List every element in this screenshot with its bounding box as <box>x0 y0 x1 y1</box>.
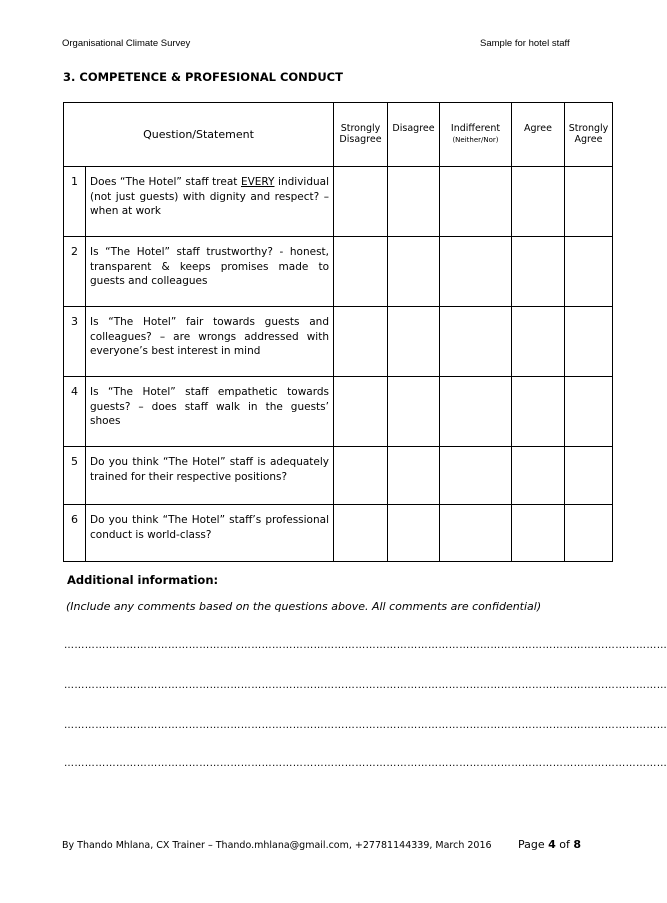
answer-cell-agree[interactable] <box>512 167 565 237</box>
answer-cell-strongly-agree[interactable] <box>565 447 613 505</box>
answer-cell-indifferent[interactable] <box>440 377 512 447</box>
survey-table <box>63 102 613 562</box>
table-header-row <box>64 103 613 167</box>
comment-line[interactable]: ………………………………………………………………………………………………………………………………………………………… <box>64 680 667 691</box>
option-header-indifferent: Indifferent (Neither/Nor) <box>440 103 512 167</box>
answer-cell-strongly-disagree[interactable] <box>334 307 388 377</box>
question-text: Is “The Hotel” staff empathetic towards guests? – does staff walk in the guests’ shoes <box>86 377 334 447</box>
answer-cell-indifferent[interactable] <box>440 307 512 377</box>
answer-cell-disagree[interactable] <box>388 237 440 307</box>
table-row <box>64 377 613 447</box>
comment-line[interactable]: ………………………………………………………………………………………………………………………………………………………… <box>64 640 667 651</box>
option-header-disagree: Disagree <box>388 103 440 167</box>
answer-cell-indifferent[interactable] <box>440 167 512 237</box>
row-number: 2 <box>64 237 86 307</box>
comment-line[interactable]: ………………………………………………………………………………………………………………………………………………………… <box>64 720 667 731</box>
answer-cell-agree[interactable] <box>512 505 565 562</box>
page-number: Page 4 of 8 <box>518 838 582 851</box>
additional-info-note: (Include any comments based on the questions above. All comments are confidential) <box>66 600 542 613</box>
answer-cell-strongly-agree[interactable] <box>565 237 613 307</box>
answer-cell-agree[interactable] <box>512 377 565 447</box>
table-row <box>64 307 613 377</box>
answer-cell-disagree[interactable] <box>388 377 440 447</box>
table-row <box>64 167 613 237</box>
question-text: Does “The Hotel” staff treat EVERY individual (not just guests) with dignity and respect? – when at work <box>86 167 334 237</box>
header-right: Sample for hotel staff <box>480 38 570 49</box>
answer-cell-strongly-agree[interactable] <box>565 377 613 447</box>
answer-cell-indifferent[interactable] <box>440 505 512 562</box>
section-title: 3. COMPETENCE & PROFESIONAL CONDUCT <box>63 70 343 84</box>
answer-cell-strongly-disagree[interactable] <box>334 377 388 447</box>
option-header-strongly-disagree: Strongly Disagree <box>334 103 388 167</box>
question-text: Is “The Hotel” staff trustworthy? - honest, transparent & keeps promises made to guests and colleagues <box>86 237 334 307</box>
additional-info-title: Additional information: <box>67 573 219 587</box>
header-left: Organisational Climate Survey <box>62 38 191 49</box>
question-text: Do you think “The Hotel” staff is adequately trained for their respective positions? <box>86 447 334 505</box>
answer-cell-disagree[interactable] <box>388 447 440 505</box>
row-number: 3 <box>64 307 86 377</box>
table-row <box>64 237 613 307</box>
answer-cell-disagree[interactable] <box>388 167 440 237</box>
question-text: Do you think “The Hotel” staff’s professional conduct is world-class? <box>86 505 334 562</box>
row-number: 6 <box>64 505 86 562</box>
table-row <box>64 447 613 505</box>
footer-author: By Thando Mhlana, CX Trainer – Thando.mhlana@gmail.com, +27781144339, March 2016 <box>62 840 492 851</box>
comment-line[interactable]: ………………………………………………………………………………………………………………………………………………………… <box>64 758 667 769</box>
option-subheader-neither-nor: (Neither/Nor) <box>452 136 499 145</box>
row-number: 1 <box>64 167 86 237</box>
question-header: Question/Statement <box>64 103 334 167</box>
answer-cell-strongly-disagree[interactable] <box>334 237 388 307</box>
answer-cell-disagree[interactable] <box>388 505 440 562</box>
option-header-strongly-agree: Strongly Agree <box>565 103 613 167</box>
question-text: Is “The Hotel” fair towards guests and colleagues? – are wrongs addressed with everyone’s best interest in mind <box>86 307 334 377</box>
answer-cell-agree[interactable] <box>512 447 565 505</box>
answer-cell-strongly-disagree[interactable] <box>334 447 388 505</box>
row-number: 4 <box>64 377 86 447</box>
answer-cell-strongly-agree[interactable] <box>565 505 613 562</box>
table-row <box>64 505 613 562</box>
answer-cell-indifferent[interactable] <box>440 447 512 505</box>
answer-cell-strongly-agree[interactable] <box>565 307 613 377</box>
answer-cell-indifferent[interactable] <box>440 237 512 307</box>
option-header-agree: Agree <box>512 103 565 167</box>
answer-cell-agree[interactable] <box>512 237 565 307</box>
answer-cell-agree[interactable] <box>512 307 565 377</box>
answer-cell-strongly-disagree[interactable] <box>334 167 388 237</box>
answer-cell-strongly-agree[interactable] <box>565 167 613 237</box>
answer-cell-strongly-disagree[interactable] <box>334 505 388 562</box>
answer-cell-disagree[interactable] <box>388 307 440 377</box>
row-number: 5 <box>64 447 86 505</box>
